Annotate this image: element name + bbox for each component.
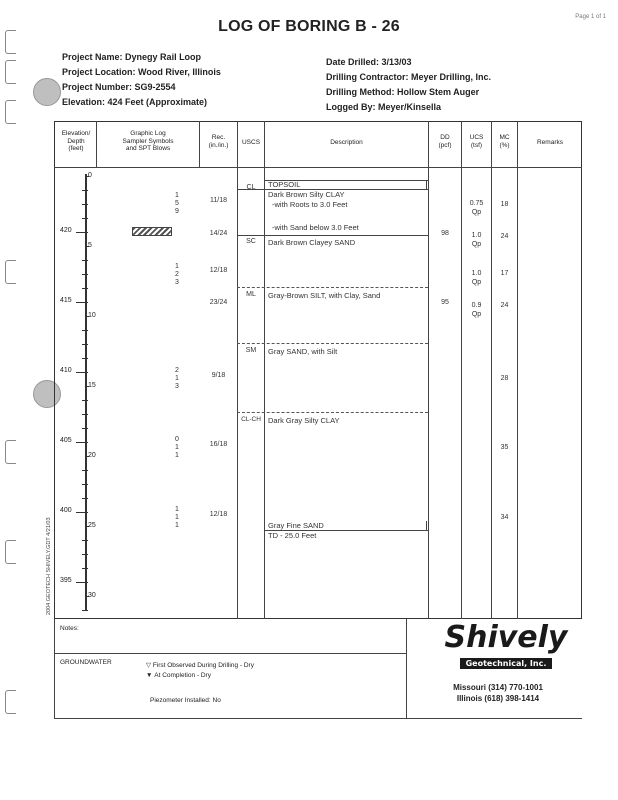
stratum-line: [237, 412, 428, 413]
company-logo: [431, 620, 581, 671]
mc-value: 28: [500, 375, 509, 382]
mc-value: 18: [500, 201, 509, 208]
depth-axis: [85, 174, 87, 610]
dd-value: 95: [441, 299, 449, 306]
mc-value: 24: [500, 302, 509, 309]
col-header-line: Elevation/: [61, 130, 91, 137]
depth-minor-tick: [82, 470, 88, 471]
desc-layer: Gray-Brown SILT, with Clay, Sand: [268, 291, 381, 300]
logo-sub: Geotechnical, Inc.: [460, 658, 553, 669]
col-header-elevation: [56, 130, 96, 153]
col-header-line: MC: [499, 134, 510, 141]
col-header-line: and SPT Blows: [125, 145, 171, 152]
project-name: Dynegy Rail Loop: [125, 52, 202, 62]
col-header-description: Description: [330, 139, 363, 146]
bracket-line: [426, 521, 427, 530]
depth-minor-tick: [82, 428, 88, 429]
binder-ring: [5, 260, 16, 284]
depth-label: 0: [88, 172, 92, 179]
col-divider: [517, 121, 518, 619]
stratum-line: [237, 343, 428, 344]
depth-label: 20: [88, 452, 96, 459]
method-label: Drilling Method:: [326, 87, 395, 97]
punch-hole: [33, 78, 61, 106]
col-header-line: (in./in.): [208, 141, 229, 149]
page-number: Page 1 of 1: [575, 14, 606, 20]
project-number: SG9-2554: [134, 82, 176, 92]
mc-value: 17: [500, 270, 509, 277]
col-divider: [491, 121, 492, 619]
logged-by-label: Logged By:: [326, 102, 376, 112]
desc-layer: Dark Brown Clayey SAND: [268, 238, 356, 247]
uscs-code: SC: [246, 238, 256, 245]
depth-minor-tick: [82, 498, 88, 499]
desc-layer: Dark Gray Silty CLAY: [268, 416, 340, 425]
col-divider: [264, 121, 265, 619]
col-header-line: (tsf): [470, 141, 483, 149]
spt-blows: 1 2 3: [175, 263, 179, 286]
project-location: Wood River, Illinois: [138, 67, 221, 77]
water-level-icon: ▽: [146, 662, 153, 669]
col-header-line: Depth: [67, 137, 85, 145]
col-header-uscs: USCS: [241, 139, 261, 146]
col-header-line: (%): [499, 141, 510, 149]
col-divider: [461, 121, 462, 619]
col-divider: [96, 121, 97, 167]
col-header-line: Sampler Symbols: [122, 137, 174, 145]
desc-layer: Dark Brown Silty CLAY: [268, 190, 345, 199]
total-depth: TD - 25.0 Feet: [268, 531, 317, 540]
col-header-line: (pcf): [438, 141, 452, 149]
project-name-label: Project Name:: [62, 52, 123, 62]
logo-main: Shively: [444, 620, 568, 655]
depth-minor-tick: [82, 568, 88, 569]
recovery-value: 14/24: [209, 230, 228, 237]
elevation-label: 410: [60, 367, 72, 374]
elevation-value: 424 Feet (Approximate): [107, 97, 208, 107]
desc-layer: Gray SAND, with Silt: [268, 347, 338, 356]
depth-minor-tick: [82, 414, 88, 415]
drilling-info: [326, 55, 576, 115]
binder-ring: [5, 60, 16, 84]
depth-minor-tick: [82, 540, 88, 541]
table-header-divider: [54, 167, 582, 168]
phone-missouri: Missouri (314) 770-1001: [453, 683, 543, 692]
elevation-label: 420: [60, 227, 72, 234]
side-code: 2004 GEOTECH SHIVELY.GDT 4/21/03: [46, 517, 52, 615]
elevation-label: Elevation:: [62, 97, 106, 107]
desc-note: -with Sand below 3.0 Feet: [272, 223, 359, 232]
col-divider: [428, 121, 429, 619]
depth-minor-tick: [82, 554, 88, 555]
recovery-value: 12/18: [209, 511, 228, 518]
project-number-label: Project Number:: [62, 82, 133, 92]
ucs-value: 0.9: [471, 302, 482, 309]
desc-layer: Gray Fine SAND: [268, 521, 324, 530]
recovery-value: 23/24: [209, 299, 228, 306]
depth-minor-tick: [82, 610, 88, 611]
elevation-label: 395: [60, 577, 72, 584]
depth-minor-tick: [82, 344, 88, 345]
depth-label: 25: [88, 522, 96, 529]
method: Hollow Stem Auger: [397, 87, 480, 97]
spt-blows: 1 1 1: [175, 506, 179, 529]
binder-ring: [5, 690, 16, 714]
spt-blows: 0 1 1: [175, 436, 179, 459]
mc-value: 24: [500, 233, 509, 240]
mc-value: 34: [500, 514, 509, 521]
ucs-value: 1.0: [471, 270, 482, 277]
depth-minor-tick: [82, 484, 88, 485]
depth-minor-tick: [82, 204, 88, 205]
depth-minor-tick: [82, 274, 88, 275]
notes-label: Notes:: [60, 625, 79, 632]
sampler-symbol: [132, 227, 172, 236]
section-divider: [54, 718, 582, 719]
desc-note: -with Roots to 3.0 Feet: [272, 200, 348, 209]
stratum-line: [237, 235, 428, 236]
col-header-rec: [200, 134, 237, 149]
ucs-qp: Qp: [471, 279, 482, 286]
elevation-tick: [76, 512, 85, 513]
ucs-qp: Qp: [471, 311, 482, 318]
col-divider: [237, 121, 238, 619]
section-divider: [54, 653, 406, 654]
elevation-tick: [76, 372, 85, 373]
recovery-value: 11/18: [210, 197, 227, 204]
depth-minor-tick: [82, 330, 88, 331]
contractor-label: Drilling Contractor:: [326, 72, 409, 82]
groundwater-label: GROUNDWATER: [60, 659, 112, 666]
elevation-tick: [76, 232, 85, 233]
desc-topsoil: TOPSOIL: [268, 180, 301, 189]
elevation-tick: [76, 582, 85, 583]
stratum-line: [237, 287, 428, 288]
spt-blows: 1 5 9: [175, 192, 179, 215]
col-header-line: Rec.: [211, 134, 226, 141]
piezometer: Piezometer Installed: No: [150, 697, 221, 704]
recovery-value: 16/18: [209, 441, 228, 448]
col-header-graphic-log: [98, 130, 198, 153]
binder-ring: [5, 440, 16, 464]
ucs-value: 0.75: [469, 200, 484, 207]
col-header-line: DD: [440, 134, 450, 141]
dd-value: 98: [441, 230, 449, 237]
section-divider: [54, 619, 55, 718]
depth-minor-tick: [82, 260, 88, 261]
spt-blows: 2 1 3: [175, 367, 179, 390]
section-divider: [406, 619, 407, 718]
depth-minor-tick: [82, 288, 88, 289]
mc-value: 35: [500, 444, 509, 451]
col-header-dd: [429, 134, 461, 149]
elevation-tick: [76, 442, 85, 443]
col-header-mc: [492, 134, 517, 149]
depth-label: 15: [88, 382, 96, 389]
uscs-code: CL: [246, 184, 256, 191]
contact-info: [414, 682, 582, 704]
col-header-line: Graphic Log: [130, 130, 166, 137]
uscs-code: SM: [245, 347, 257, 354]
gw-first-text: First Observed During Drilling - Dry: [152, 662, 254, 669]
date-drilled-label: Date Drilled:: [326, 57, 380, 67]
date-drilled: 3/13/03: [381, 57, 412, 67]
page-title: LOG OF BORING B - 26: [218, 18, 400, 35]
depth-minor-tick: [82, 400, 88, 401]
recovery-value: 12/18: [209, 267, 228, 274]
phone-illinois: Illinois (618) 398-1414: [456, 694, 540, 703]
ucs-value: 1.0: [471, 232, 482, 239]
elevation-tick: [76, 302, 85, 303]
contractor: Meyer Drilling, Inc.: [411, 72, 492, 82]
bracket-line: [426, 180, 427, 189]
logged-by: Meyer/Kinsella: [378, 102, 442, 112]
depth-label: 10: [88, 312, 96, 319]
elevation-label: 415: [60, 297, 72, 304]
groundwater-completion: [146, 672, 211, 679]
depth-label: 30: [88, 592, 96, 599]
depth-label: 5: [88, 242, 92, 249]
binder-ring: [5, 100, 16, 124]
col-header-remarks: Remarks: [536, 139, 563, 146]
groundwater-first: [146, 661, 254, 669]
depth-minor-tick: [82, 218, 88, 219]
project-info: [62, 50, 312, 110]
ucs-qp: Qp: [471, 209, 482, 216]
ucs-qp: Qp: [471, 241, 482, 248]
uscs-code: CL-CH: [241, 416, 261, 423]
col-header-ucs: [462, 134, 491, 149]
col-header-line: (feet): [68, 145, 84, 152]
water-level-icon: ▼: [146, 672, 155, 679]
col-header-line: UCS: [469, 134, 484, 141]
gw-completion-text: At Completion - Dry: [154, 672, 211, 679]
elevation-label: 400: [60, 507, 72, 514]
depth-minor-tick: [82, 190, 88, 191]
elevation-label: 405: [60, 437, 72, 444]
uscs-code: ML: [246, 291, 256, 298]
recovery-value: 9/18: [211, 372, 226, 379]
depth-minor-tick: [82, 358, 88, 359]
binder-ring: [5, 540, 16, 564]
project-location-label: Project Location:: [62, 67, 136, 77]
